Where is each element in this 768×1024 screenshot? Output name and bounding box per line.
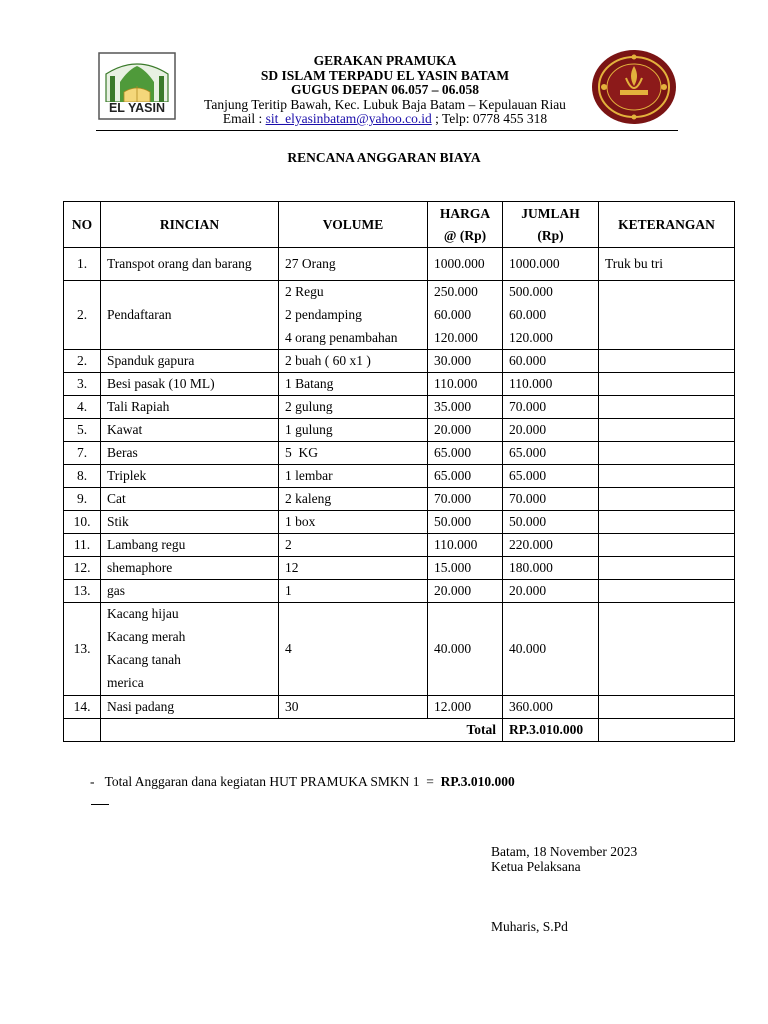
cell-volume: 1 lembar <box>279 465 428 488</box>
summary-bullet: - <box>90 774 95 789</box>
cell-jumlah: 220.000 <box>503 534 599 557</box>
cell-harga: 15.000 <box>428 557 503 580</box>
table-row <box>64 557 735 580</box>
cell-jumlah: 50.000 <box>503 511 599 534</box>
cell-rincian: gas <box>101 580 279 603</box>
cell-rincian: Spanduk gapura <box>101 350 279 373</box>
cell-no: 7. <box>64 442 101 465</box>
jumlah-line: 500.000 <box>509 284 553 299</box>
cell-harga: 20.000 <box>428 580 503 603</box>
cell-keterangan <box>599 373 735 396</box>
cell-no: 13. <box>64 603 101 695</box>
jumlah-line: 120.000 <box>509 329 553 345</box>
cell-volume: 2 gulung <box>279 396 428 419</box>
cell-keterangan <box>599 580 735 603</box>
signature-role: Ketua Pelaksana <box>491 859 581 874</box>
volume-line: 2 Regu <box>285 284 324 299</box>
cell-no: 14. <box>64 695 101 718</box>
budget-summary <box>90 774 515 790</box>
cell-volume <box>279 281 428 350</box>
cell-rincian: Pendaftaran <box>101 281 279 350</box>
email-label: Email : <box>222 111 266 126</box>
cell-volume: 5 KG <box>279 442 428 465</box>
cell-harga: 20.000 <box>428 419 503 442</box>
header-jumlah-line1: JUMLAH <box>521 205 580 221</box>
table-row <box>64 603 735 695</box>
cell-jumlah: 1000.000 <box>503 248 599 281</box>
cell-volume: 12 <box>279 557 428 580</box>
cell-keterangan <box>599 419 735 442</box>
cell-jumlah: 65.000 <box>503 442 599 465</box>
cell-keterangan <box>599 281 735 350</box>
cell-volume: 4 <box>279 603 428 695</box>
cell-jumlah: 65.000 <box>503 465 599 488</box>
table-row <box>64 248 735 281</box>
cell-rincian: Cat <box>101 488 279 511</box>
table-row <box>64 488 735 511</box>
cell-jumlah: 110.000 <box>503 373 599 396</box>
table-row <box>64 580 735 603</box>
header-no: NO <box>64 202 101 248</box>
cell-jumlah: 70.000 <box>503 396 599 419</box>
budget-table <box>63 201 735 742</box>
cell-rincian: Stik <box>101 511 279 534</box>
document-title: RENCANA ANGGARAN BIAYA <box>287 150 481 165</box>
cell-keterangan <box>599 511 735 534</box>
cell-harga: 50.000 <box>428 511 503 534</box>
cell-volume: 30 <box>279 695 428 718</box>
cell-keterangan <box>599 534 735 557</box>
cell-empty <box>599 718 735 741</box>
cell-jumlah <box>503 281 599 350</box>
cell-no: 5. <box>64 419 101 442</box>
harga-line: 60.000 <box>434 306 472 322</box>
address: Tanjung Teritip Bawah, Kec. Lubuk Baja Batam – Kepulauan Riau <box>204 96 566 112</box>
cell-no: 9. <box>64 488 101 511</box>
header-harga <box>428 202 503 248</box>
cell-jumlah: 360.000 <box>503 695 599 718</box>
cell-no: 1. <box>64 248 101 281</box>
table-row <box>64 419 735 442</box>
email-link[interactable]: sit_elyasinbatam@yahoo.co.id <box>265 111 432 126</box>
cell-keterangan <box>599 488 735 511</box>
jumlah-line: 60.000 <box>509 306 547 322</box>
header-jumlah-line2: (Rp) <box>537 227 564 243</box>
cell-harga: 110.000 <box>428 373 503 396</box>
table-row <box>64 350 735 373</box>
cell-rincian: Lambang regu <box>101 534 279 557</box>
cell-keterangan <box>599 557 735 580</box>
rincian-line: Kacang hijau <box>107 606 179 622</box>
contact-line <box>160 112 610 127</box>
cell-keterangan <box>599 603 735 695</box>
table-row <box>64 396 735 419</box>
cell-harga: 65.000 <box>428 465 503 488</box>
table-row <box>64 534 735 557</box>
table-header-row <box>64 202 735 248</box>
cell-keterangan <box>599 396 735 419</box>
table-row <box>64 695 735 718</box>
signature-place-date: Batam, 18 November 2023 <box>491 844 638 859</box>
rincian-line: Kacang tanah <box>107 651 181 667</box>
cell-rincian: shemaphore <box>101 557 279 580</box>
cell-keterangan <box>599 442 735 465</box>
letterhead <box>160 54 610 127</box>
cell-no: 3. <box>64 373 101 396</box>
cell-jumlah: 20.000 <box>503 580 599 603</box>
org-name: GERAKAN PRAMUKA <box>313 53 457 68</box>
cell-harga: 30.000 <box>428 350 503 373</box>
cell-no: 2. <box>64 281 101 350</box>
table-row <box>64 281 735 350</box>
header-divider <box>96 130 678 131</box>
cell-keterangan <box>599 695 735 718</box>
header-rincian: RINCIAN <box>101 202 279 248</box>
cell-keterangan: Truk bu tri <box>599 248 735 281</box>
header-keterangan: KETERANGAN <box>599 202 735 248</box>
gugus-depan: GUGUS DEPAN 06.057 – 06.058 <box>290 82 479 97</box>
cell-no: 10. <box>64 511 101 534</box>
cell-volume: 2 buah ( 60 x1 ) <box>279 350 428 373</box>
cell-harga: 65.000 <box>428 442 503 465</box>
cell-keterangan <box>599 465 735 488</box>
harga-line: 120.000 <box>434 329 478 345</box>
header-jumlah <box>503 202 599 248</box>
cell-no: 11. <box>64 534 101 557</box>
summary-text: Total Anggaran dana kegiatan HUT PRAMUKA SMKN 1 = <box>104 774 441 789</box>
cell-jumlah: 180.000 <box>503 557 599 580</box>
cell-volume: 1 gulung <box>279 419 428 442</box>
cell-volume: 2 <box>279 534 428 557</box>
el-yasin-logo-text: EL YASIN <box>108 101 166 115</box>
total-value: RP.3.010.000 <box>503 718 599 741</box>
table-row <box>64 442 735 465</box>
volume-line: 2 pendamping <box>285 306 362 322</box>
school-name: SD ISLAM TERPADU EL YASIN BATAM <box>260 67 510 83</box>
rincian-line: merica <box>107 674 144 690</box>
cell-volume: 1 <box>279 580 428 603</box>
harga-line: 250.000 <box>434 284 478 299</box>
cell-volume: 27 Orang <box>279 248 428 281</box>
cell-volume: 2 kaleng <box>279 488 428 511</box>
cell-volume: 1 Batang <box>279 373 428 396</box>
total-label: Total <box>101 718 503 741</box>
cell-keterangan <box>599 350 735 373</box>
cell-harga <box>428 281 503 350</box>
header-volume: VOLUME <box>279 202 428 248</box>
signature-name: Muharis, S.Pd <box>491 919 568 934</box>
cell-jumlah: 70.000 <box>503 488 599 511</box>
cell-rincian: Beras <box>101 442 279 465</box>
cell-rincian: Nasi padang <box>101 695 279 718</box>
cell-rincian: Kawat <box>101 419 279 442</box>
cell-harga: 35.000 <box>428 396 503 419</box>
cell-rincian: Tali Rapiah <box>101 396 279 419</box>
cell-no: 8. <box>64 465 101 488</box>
cell-harga: 110.000 <box>428 534 503 557</box>
table-row <box>64 465 735 488</box>
cell-empty <box>64 718 101 741</box>
summary-underline <box>91 804 109 805</box>
cell-no: 2. <box>64 350 101 373</box>
header-harga-line2: @ (Rp) <box>443 227 487 243</box>
header-harga-line1: HARGA <box>439 205 491 221</box>
table-row <box>64 511 735 534</box>
phone: ; Telp: 0778 455 318 <box>431 111 548 126</box>
summary-amount: RP.3.010.000 <box>440 774 515 789</box>
cell-no: 12. <box>64 557 101 580</box>
cell-volume: 1 box <box>279 511 428 534</box>
cell-rincian: Transpot orang dan barang <box>101 248 279 281</box>
cell-harga: 1000.000 <box>428 248 503 281</box>
cell-no: 13. <box>64 580 101 603</box>
rincian-line: Kacang merah <box>107 629 186 645</box>
cell-jumlah: 60.000 <box>503 350 599 373</box>
table-row <box>64 373 735 396</box>
cell-jumlah: 20.000 <box>503 419 599 442</box>
cell-rincian: Triplek <box>101 465 279 488</box>
cell-rincian <box>101 603 279 695</box>
cell-harga: 12.000 <box>428 695 503 718</box>
cell-rincian: Besi pasak (10 ML) <box>101 373 279 396</box>
cell-jumlah: 40.000 <box>503 603 599 695</box>
cell-harga: 40.000 <box>428 603 503 695</box>
cell-no: 4. <box>64 396 101 419</box>
cell-harga: 70.000 <box>428 488 503 511</box>
volume-line: 4 orang penambahan <box>285 329 398 345</box>
total-row <box>64 718 735 741</box>
